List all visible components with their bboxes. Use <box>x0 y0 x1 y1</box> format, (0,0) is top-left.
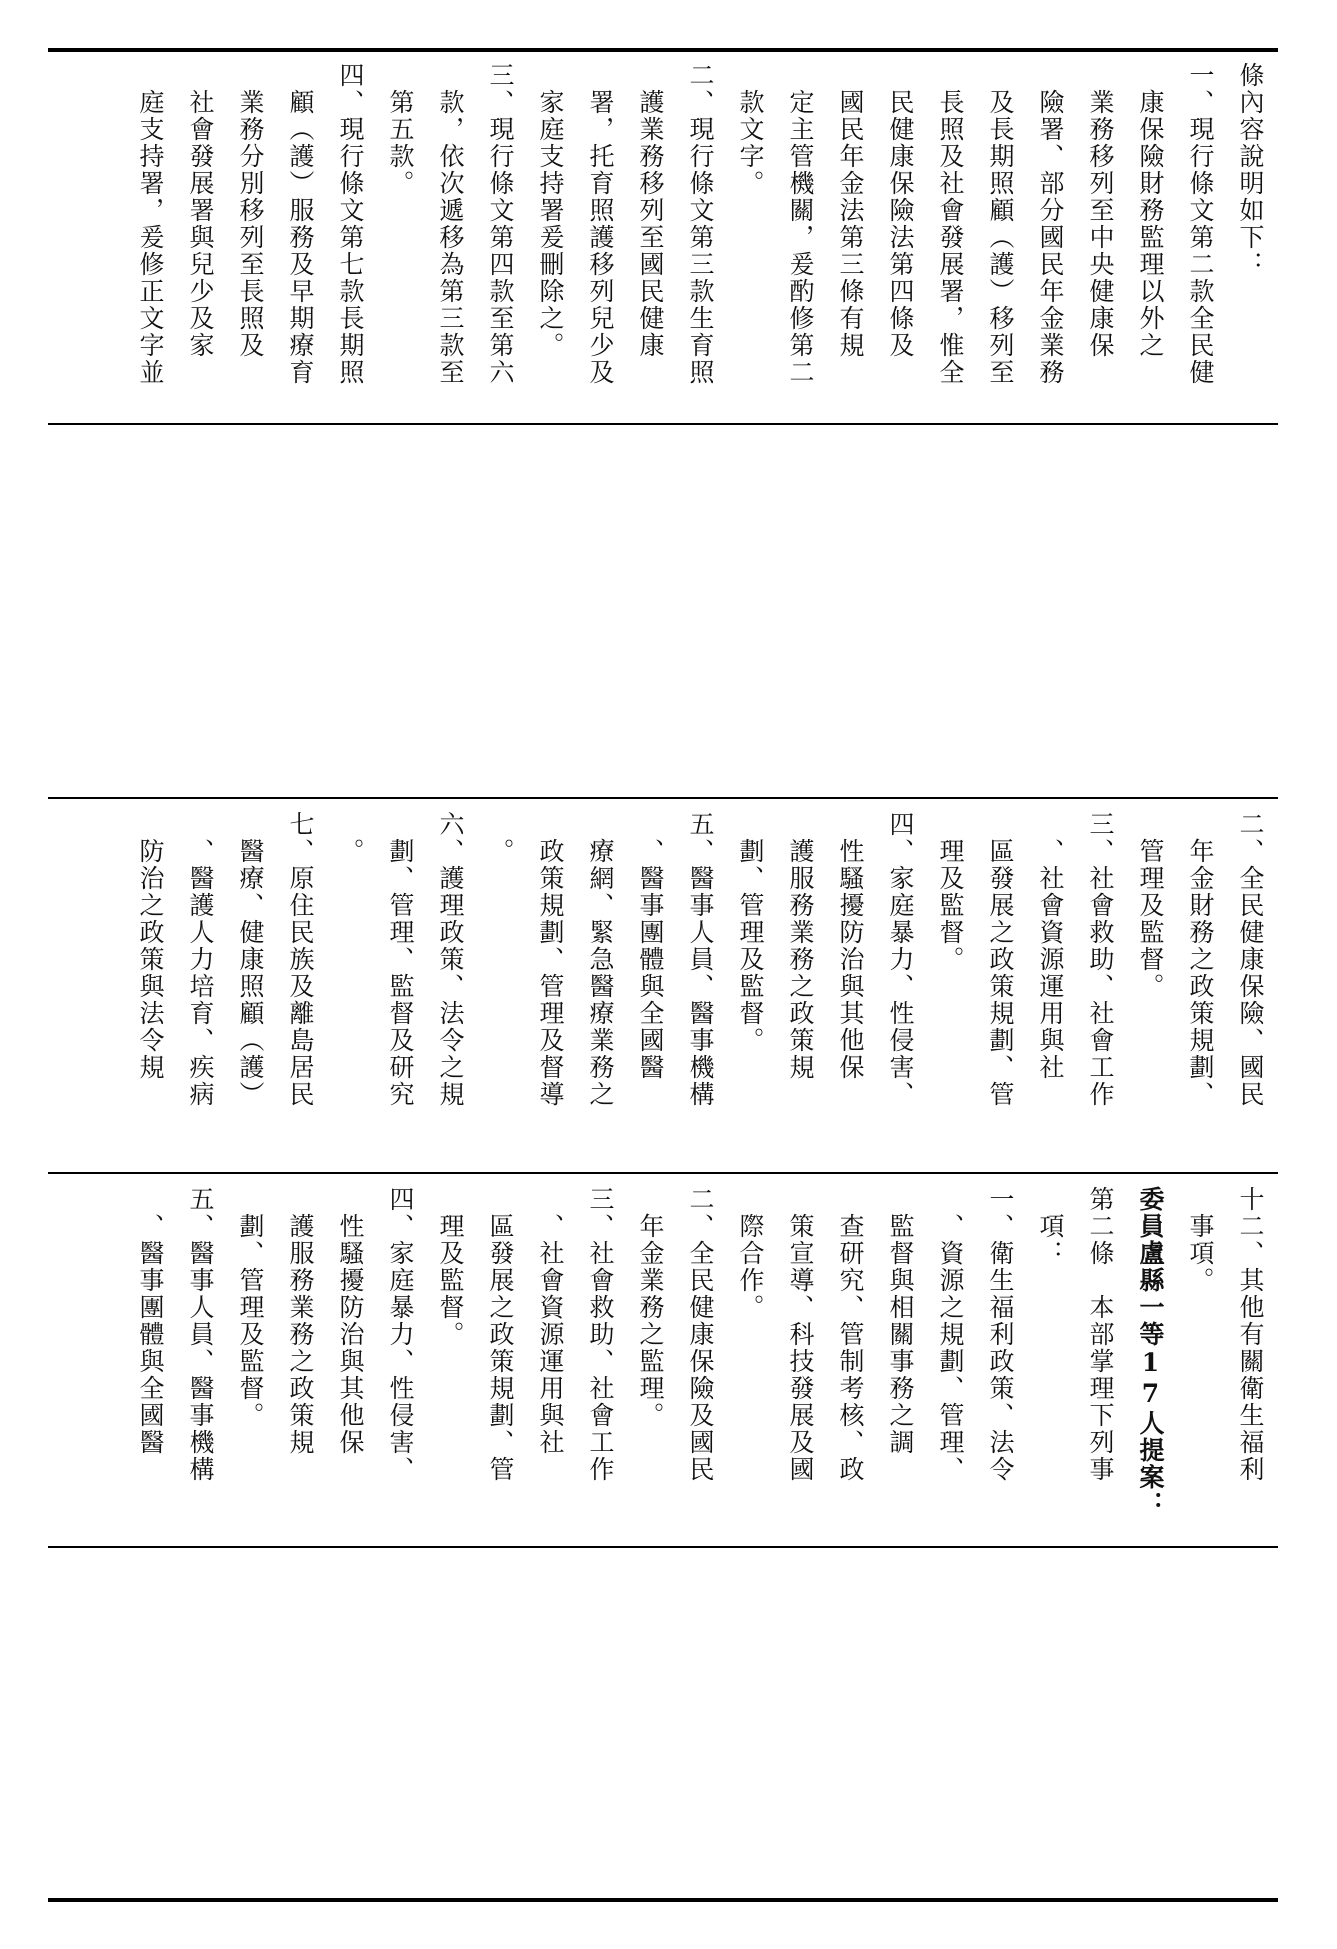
proposal-line: 、醫事團體與全國醫 <box>136 1186 165 1456</box>
top-rule <box>48 48 1278 52</box>
separator-rule-3 <box>48 1172 1278 1174</box>
proposal-line: 項： <box>1036 1186 1065 1267</box>
current-article-line: 四、家庭暴力、性侵害、 <box>886 811 915 1108</box>
explanation-line: 家庭支持署爰刪除之。 <box>536 62 565 359</box>
current-article-line: 、醫事團體與全國醫 <box>636 811 665 1081</box>
explanation-line: 長照及社會發展署，惟全 <box>936 62 965 386</box>
proposal-line: 性騷擾防治與其他保 <box>336 1186 365 1456</box>
explanation-line: 三、現行條文第四款至第六 <box>486 62 515 386</box>
explanation-line: 條內容說明如下： <box>1236 62 1265 278</box>
current-article-line: 。 <box>336 811 365 865</box>
proposal-line: 監督與相關事務之調 <box>886 1186 915 1456</box>
proposal-line: 區發展之政策規劃、管 <box>486 1186 515 1483</box>
explanation-line: 民健康保險法第四條及 <box>886 62 915 359</box>
explanation-line: 國民年金法第三條有規 <box>836 62 865 359</box>
proposal-line: 一、衛生福利政策、法令 <box>986 1186 1015 1483</box>
current-article-line: 療網、緊急醫療業務之 <box>586 811 615 1108</box>
explanation-line: 庭支持署，爰修正文字並 <box>136 62 165 386</box>
current-article-line: 六、護理政策、法令之規 <box>436 811 465 1108</box>
proposal-line: 劃、管理及監督。 <box>236 1186 265 1429</box>
current-articles-column <box>55 811 1275 1166</box>
explanation-line: 業務分別移列至長照及 <box>236 62 265 359</box>
proposal-line: 事項。 <box>1186 1186 1215 1294</box>
explanation-line: 署，托育照護移列兒少及 <box>586 62 615 386</box>
explanation-line: 社會發展署與兒少及家 <box>186 62 215 359</box>
proposal-line: 二、全民健康保險及國民 <box>686 1186 715 1483</box>
proposal-line: 策宣導、科技發展及國 <box>786 1186 815 1483</box>
proposal-line: 十二、其他有關衛生福利 <box>1236 1186 1265 1483</box>
current-article-line: 管理及監督。 <box>1136 811 1165 1000</box>
current-article-line: 二、全民健康保險、國民 <box>1236 811 1265 1108</box>
current-article-line: 性騷擾防治與其他保 <box>836 811 865 1081</box>
proposal-line: 、社會資源運用與社 <box>536 1186 565 1456</box>
current-article-line: 、社會資源運用與社 <box>1036 811 1065 1081</box>
current-article-line: 。 <box>486 811 515 865</box>
current-article-line: 三、社會救助、社會工作 <box>1086 811 1115 1108</box>
explanation-line: 四、現行條文第七款長期照 <box>336 62 365 386</box>
proposal-line: 年金業務之監理。 <box>636 1186 665 1429</box>
proposal-line: 、資源之規劃、管理、 <box>936 1186 965 1483</box>
current-article-line: 年金財務之政策規劃、 <box>1186 811 1215 1108</box>
explanation-line: 款文字。 <box>736 62 765 197</box>
proposal-line: 第二條 本部掌理下列事 <box>1086 1186 1115 1483</box>
explanation-column <box>55 62 1275 417</box>
bottom-rule <box>48 1898 1278 1902</box>
proposal-line: 五、醫事人員、醫事機構 <box>186 1186 215 1483</box>
current-article-line: 理及監督。 <box>936 811 965 973</box>
explanation-line: 定主管機關，爰酌修第二 <box>786 62 815 386</box>
current-article-line: 劃、管理、監督及研究 <box>386 811 415 1108</box>
explanation-line: 第五款。 <box>386 62 415 197</box>
explanation-line: 及長期照顧（護）移列至 <box>986 62 1015 386</box>
explanation-line: 顧（護）服務及早期療育 <box>286 62 315 386</box>
proposal-line: 查研究、管制考核、政 <box>836 1186 865 1483</box>
proposal-line: 際合作。 <box>736 1186 765 1321</box>
current-article-line: 、醫護人力培育、疾病 <box>186 811 215 1108</box>
current-article-line: 五、醫事人員、醫事機構 <box>686 811 715 1108</box>
current-article-line: 防治之政策與法令規 <box>136 811 165 1081</box>
explanation-line: 二、現行條文第三款生育照 <box>686 62 715 386</box>
separator-rule-1 <box>48 423 1278 425</box>
current-article-line: 醫療、健康照顧（護） <box>236 811 265 1108</box>
current-article-line: 區發展之政策規劃、管 <box>986 811 1015 1108</box>
explanation-line: 險署、部分國民年金業務 <box>1036 62 1065 386</box>
proposal-line: 三、社會救助、社會工作 <box>586 1186 615 1483</box>
proposal-line: 護服務業務之政策規 <box>286 1186 315 1456</box>
proposal-line: 理及監督。 <box>436 1186 465 1348</box>
explanation-line: 業務移列至中央健康保 <box>1086 62 1115 359</box>
explanation-line: 一、現行條文第二款全民健 <box>1186 62 1215 386</box>
explanation-line: 護業務移列至國民健康 <box>636 62 665 359</box>
explanation-line: 康保險財務監理以外之 <box>1136 62 1165 359</box>
current-article-line: 劃、管理及監督。 <box>736 811 765 1054</box>
explanation-line: 款，依次遞移為第三款至 <box>436 62 465 386</box>
proposal-column <box>55 1186 1275 1541</box>
proposal-line: 委員盧縣一等17人提案： <box>1136 1186 1165 1518</box>
proposal-line: 四、家庭暴力、性侵害、 <box>386 1186 415 1483</box>
current-article-line: 政策規劃、管理及督導 <box>536 811 565 1108</box>
current-article-line: 護服務業務之政策規 <box>786 811 815 1081</box>
separator-rule-2 <box>48 797 1278 799</box>
separator-rule-4 <box>48 1546 1278 1548</box>
current-article-line: 七、原住民族及離島居民 <box>286 811 315 1108</box>
